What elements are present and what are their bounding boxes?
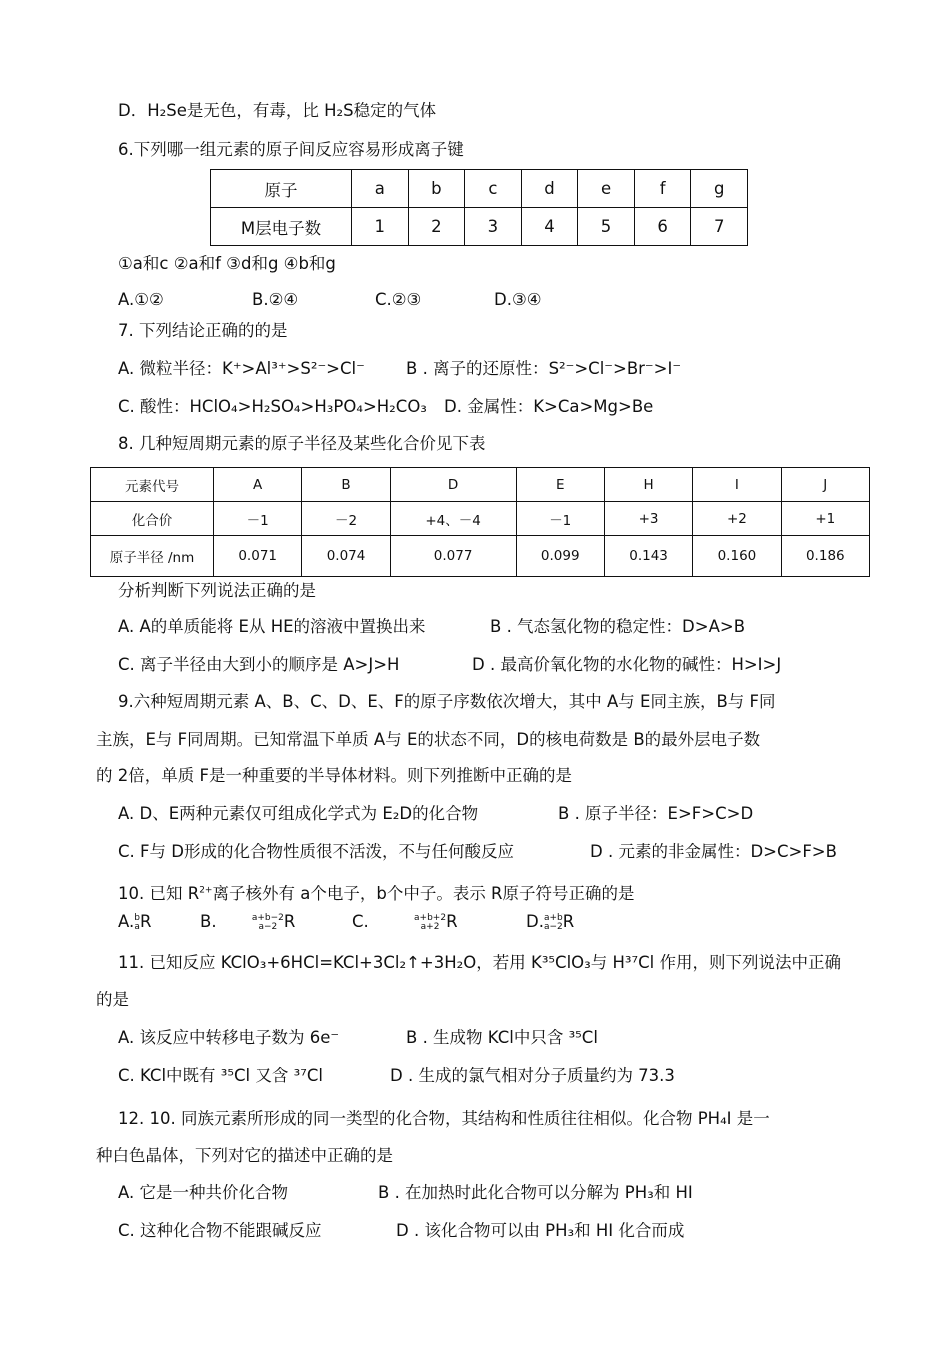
option-label: C. <box>352 912 369 931</box>
option-7b-label: B . 离子的还原性： <box>406 359 549 378</box>
table-cell: 4 <box>521 208 578 246</box>
nuclide-notation <box>544 914 563 932</box>
table-cell: a <box>352 170 409 208</box>
question-12-line1: 12. 10. 同族元素所形成的同一类型的化合物，其结构和性质往往相似。化合物 PH₄I 是一 <box>118 1109 770 1128</box>
option-8a: A. A的单质能将 E从 HE的溶液中置换出来 <box>118 617 426 636</box>
option-12c: C. 这种化合物不能跟碱反应 <box>118 1221 322 1240</box>
option-9a: A. D、E两种元素仅可组成化学式为 E₂D的化合物 <box>118 804 479 823</box>
question-12-line2: 种白色晶体，下列对它的描述中正确的是 <box>96 1146 393 1165</box>
option-9b: B . 原子半径：E>F>C>D <box>558 804 754 823</box>
table-cell: 0.143 <box>604 536 692 577</box>
table-cell: E <box>516 468 604 502</box>
table-cell: +2 <box>693 502 781 536</box>
table-cell: 5 <box>578 208 635 246</box>
question-8: 8. 几种短周期元素的原子半径及某些化合价见下表 <box>118 434 486 453</box>
option-7c: C. 酸性：HClO₄>H₂SO₄>H₃PO₄>H₂CO₃ <box>118 397 427 416</box>
element-symbol: R <box>283 912 296 931</box>
table-cell: 0.074 <box>302 536 390 577</box>
table-cell: I <box>693 468 781 502</box>
table-cell: M层电子数 <box>211 208 352 246</box>
option-12d: D . 该化合物可以由 PH₃和 HI 化合而成 <box>396 1221 685 1240</box>
table-cell: 化合价 <box>91 502 214 536</box>
table-cell: 0.160 <box>693 536 781 577</box>
nuclide-notation <box>414 914 446 932</box>
reducing-order: S²⁻>Cl⁻>Br⁻>I⁻ <box>548 359 682 378</box>
mass-number: a+b+2 <box>414 912 447 923</box>
option-10c <box>352 912 458 932</box>
option-6b: B.②④ <box>252 290 299 309</box>
question-8-prompt: 分析判断下列说法正确的是 <box>118 581 316 600</box>
option-11c: C. KCl中既有 ³⁵Cl 又含 ³⁷Cl <box>118 1066 323 1085</box>
option-6d: D.③④ <box>494 290 542 309</box>
table-cell: 7 <box>691 208 748 246</box>
table-row <box>211 208 748 246</box>
mass-number: b <box>134 912 140 923</box>
atomic-number: a−2 <box>543 921 563 932</box>
option-10b <box>200 912 295 932</box>
option-12a: A. 它是一种共价化合物 <box>118 1183 288 1202</box>
table-cell: 0.186 <box>781 536 869 577</box>
question-6: 6.下列哪一组元素的原子间反应容易形成离子键 <box>118 140 464 159</box>
table-cell: 2 <box>408 208 465 246</box>
table-row <box>91 502 870 536</box>
table-cell: 0.099 <box>516 536 604 577</box>
atomic-number: a+2 <box>420 921 440 932</box>
table-cell: +3 <box>604 502 692 536</box>
option-10d <box>526 912 574 932</box>
table-cell: c <box>465 170 522 208</box>
question-9-line3: 的 2倍，单质 F是一种重要的半导体材料。则下列推断中正确的是 <box>96 766 572 785</box>
option-label: D. <box>526 912 544 931</box>
option-9c: C. F与 D形成的化合物性质很不活泼，不与任何酸反应 <box>118 842 514 861</box>
option-label: A. <box>118 912 135 931</box>
question-9-line2: 主族，E与 F同周期。已知常温下单质 A与 E的状态不同，D的核电荷数是 B的最外层电子数 <box>96 730 761 749</box>
option-label: B. <box>200 912 217 931</box>
option-7a-label: A. 微粒半径： <box>118 359 222 378</box>
option-11b: B . 生成物 KCl中只含 ³⁵Cl <box>406 1028 598 1047</box>
table-cell: A <box>214 468 302 502</box>
table-cell: d <box>521 170 578 208</box>
table-cell: －1 <box>214 502 302 536</box>
table-cell: B <box>302 468 390 502</box>
option-11a: A. 该反应中转移电子数为 6e⁻ <box>118 1028 340 1047</box>
table-cell: D <box>390 468 516 502</box>
table-m-shell-electrons <box>210 169 748 246</box>
ion-charge: 2+ <box>199 885 213 896</box>
table-cell: 3 <box>465 208 522 246</box>
option-8b: B . 气态氢化物的稳定性：D>A>B <box>490 617 746 636</box>
table-cell: 6 <box>634 208 691 246</box>
table-row <box>91 468 870 502</box>
element-symbol: R <box>446 912 458 931</box>
option-5d: D．H₂Se是无色，有毒，比 H₂S稳定的气体 <box>118 101 437 120</box>
table-cell: H <box>604 468 692 502</box>
option-11d: D . 生成的氯气相对分子质量约为 73.3 <box>390 1066 675 1085</box>
option-7d: D. 金属性：K>Ca>Mg>Be <box>444 397 654 416</box>
question-11-line2: 的是 <box>96 990 129 1009</box>
option-8d: D . 最高价氧化物的水化物的碱性：H>I>J <box>472 655 782 674</box>
question-11-reaction: 11. 已知反应 KClO₃+6HCl=KCl+3Cl₂↑+3H₂O，若用 <box>118 953 526 972</box>
question-10 <box>118 884 635 904</box>
table-cell: e <box>578 170 635 208</box>
question-11-line1 <box>118 953 841 973</box>
option-7b <box>406 359 681 379</box>
table-cell: b <box>408 170 465 208</box>
table-cell: g <box>691 170 748 208</box>
table-cell: f <box>634 170 691 208</box>
option-10a <box>118 912 151 932</box>
table-row <box>211 170 748 208</box>
element-symbol: R <box>562 912 575 931</box>
isotope-labeling: K³⁵ClO₃与 H³⁷Cl <box>531 953 655 972</box>
option-6c: C.②③ <box>375 290 422 309</box>
question-6-pairs: ①a和c ②a和f ③d和g ④b和g <box>118 254 336 273</box>
table-cell: －1 <box>516 502 604 536</box>
option-12b: B . 在加热时此化合物可以分解为 PH₃和 HI <box>378 1183 693 1202</box>
question-11-tail: 作用，则下列说法中正确 <box>659 953 841 972</box>
option-8c: C. 离子半径由大到小的顺序是 A>J>H <box>118 655 400 674</box>
table-cell: －2 <box>302 502 390 536</box>
atomic-number: a−2 <box>258 921 278 932</box>
table-row <box>91 536 870 577</box>
table-cell: 0.077 <box>390 536 516 577</box>
question-9-line1: 9.六种短周期元素 A、B、C、D、E、F的原子序数依次增大，其中 A与 E同主族，B与 F同 <box>118 692 776 711</box>
question-7: 7. 下列结论正确的的是 <box>118 321 288 340</box>
mass-number: a+b <box>543 912 563 923</box>
table-cell: J <box>781 468 869 502</box>
element-symbol: R <box>139 912 152 931</box>
table-cell: 原子半径 /nm <box>91 536 214 577</box>
table-cell: 0.071 <box>214 536 302 577</box>
atomic-number: a <box>134 921 140 932</box>
table-cell: 原子 <box>211 170 352 208</box>
table-cell: 元素代号 <box>91 468 214 502</box>
option-9d: D . 元素的非金属性：D>C>F>B <box>590 842 837 861</box>
nuclide-notation <box>252 914 284 932</box>
option-6a: A.①② <box>118 290 164 309</box>
question-10-lead: 10. 已知 R <box>118 884 200 903</box>
option-7a <box>118 359 365 379</box>
table-cell: +1 <box>781 502 869 536</box>
particle-radius-order: K⁺>Al³⁺>S²⁻>Cl⁻ <box>222 359 365 378</box>
table-cell: 1 <box>352 208 409 246</box>
table-cell: +4、－4 <box>390 502 516 536</box>
question-10-rest: 离子核外有 a个电子，b个中子。表示 R原子符号正确的是 <box>212 884 635 903</box>
mass-number: a+b−2 <box>251 912 284 923</box>
table-element-properties <box>90 467 870 577</box>
